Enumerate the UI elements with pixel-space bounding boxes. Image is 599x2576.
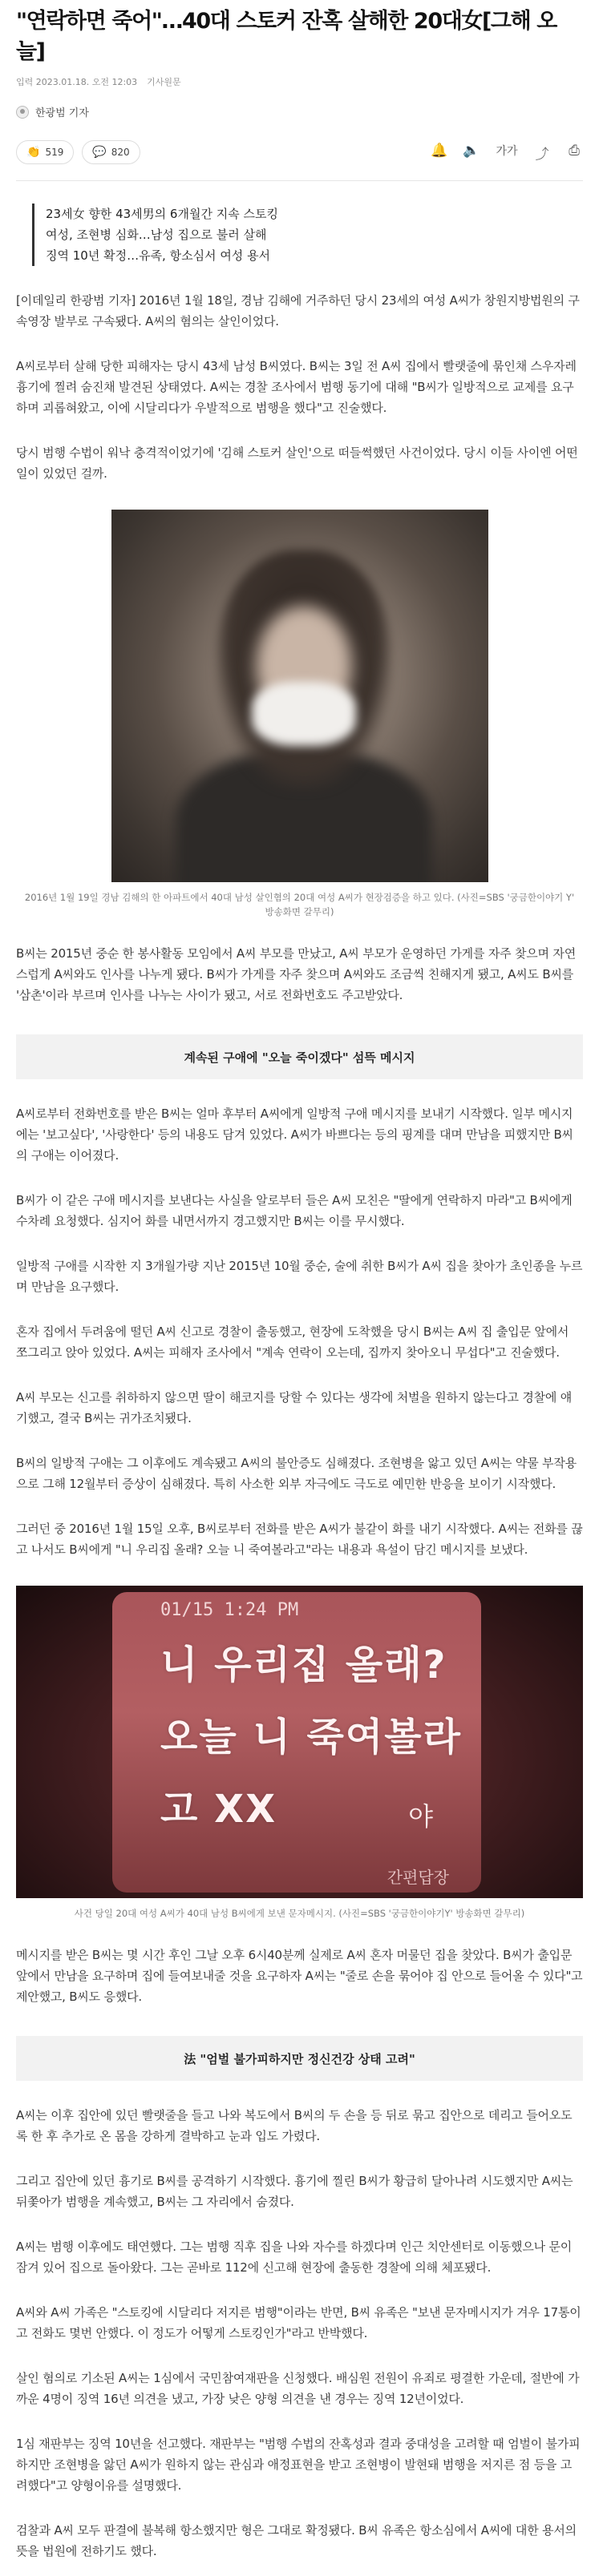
- summary-line: 23세女 향한 43세男의 6개월간 지속 스토킹: [46, 207, 278, 221]
- paragraph: B씨는 2015년 중순 한 봉사활동 모임에서 A씨 부모를 만났고, A씨 부모가 운영하던 가게를 자주 찾으며 자연스럽게 A씨와도 인사를 나누게 됐다. B씨가 가게를 자주 찾으며 A씨와도 조금씩 친해지게 됐고, A씨도 B씨를 '삼촌'이라 부르며 인사를 나누는 사이가 됐고, 서로 전화번호도 주고받았다.: [16, 946, 576, 1002]
- paragraph: A씨와 A씨 가족은 "스토킹에 시달리다 저지른 범행"이라는 반면, B씨 유족은 "보낸 문자메시지가 겨우 17통이고 전화도 몇번 안했다. 이 정도가 어떻게 스토킹인가"라고 반박했다.: [16, 2305, 581, 2340]
- article-tools: [431, 143, 583, 163]
- comment-count: 820: [111, 147, 130, 158]
- paragraph: A씨는 이후 집안에 있던 빨랫줄을 들고 나와 복도에서 B씨의 두 손을 등 뒤로 묶고 집안으로 데리고 들어오도록 한 후 추가로 온 몸을 강하게 결박하고 눈과 입도 가렸다.: [16, 2108, 573, 2143]
- paragraph: A씨로부터 전화번호를 받은 B씨는 얼마 후부터 A씨에게 일방적 구애 메시지를 보내기 시작했다. 일부 메시지에는 '보고싶다', '사랑한다' 등의 내용도 담겨 있었다. A씨가 바쁘다는 등의 핑계를 대며 만남을 피했지만 B씨의 구애는 이어졌다.: [16, 1107, 573, 1163]
- phone-screen: [112, 1592, 481, 1893]
- reporter-avatar-icon: [16, 106, 29, 119]
- message-line: 고 XX: [160, 1787, 277, 1832]
- publish-date: 입력 2023.01.18. 오전 12:03: [16, 77, 138, 87]
- paragraph: 그리고 집안에 있던 흉기로 B씨를 공격하기 시작했다. 흉기에 찔린 B씨가 황급히 달아나려 시도했지만 A씨는 뒤쫓아가 범행을 계속했고, B씨는 그 자리에서 숨졌다.: [16, 2174, 573, 2209]
- share-icon[interactable]: ⤴: [535, 146, 549, 163]
- message-line: 니 우리집 올래?: [160, 1643, 447, 1687]
- paragraph: 일방적 구애를 시작한 지 3개월가량 지난 2015년 10월 중순, 술에 취한 B씨가 A씨 집을 찾아가 초인종을 누르며 만남을 요구했다.: [16, 1259, 583, 1294]
- message-line: 오늘 니 죽여볼라: [160, 1715, 462, 1760]
- paragraph: 그러던 중 2016년 1월 15일 오후, B씨로부터 전화를 받은 A씨가 불같이 화를 내기 시작했다. A씨는 전화를 끊고 나서도 B씨에게 "니 우리집 올래? 오늘 니 죽여볼라고"라는 내용과 욕설이 담긴 메시지를 보냈다.: [16, 1522, 583, 1557]
- figure-caption: 2016년 1월 19일 경남 김해의 한 아파트에서 40대 남성 살인혐의 20대 여성 A씨가 현장검증을 하고 있다. (사진=SBS '궁금한이야기 Y' 방송화면 갈무리): [24, 892, 575, 917]
- speech-bubble-icon: 💬: [92, 146, 107, 159]
- suspect-photo-blurred: [111, 510, 488, 882]
- speaker-icon[interactable]: 🔈: [463, 142, 480, 159]
- figure-caption: 사건 당일 20대 여성 A씨가 40대 남성 B씨에게 보낸 문자메시지. (사진=SBS '궁금한이야기Y' 방송화면 갈무리): [74, 1908, 525, 1919]
- comment-button[interactable]: [82, 140, 140, 164]
- section-subheading: 계속된 구애에 "오늘 죽이겠다" 섬뜩 메시지: [16, 1034, 583, 1079]
- paragraph: 검찰과 A씨 모두 판결에 불복해 항소했지만 형은 그대로 확정됐다. B씨 유족은 항소심에서 A씨에 대한 용서의 뜻을 법원에 전하기도 했다.: [16, 2523, 577, 2558]
- print-icon[interactable]: ⎙: [569, 142, 580, 159]
- article-headline: "연락하면 죽어"…40대 스토커 잔혹 살해한 20대女[그해 오늘]: [16, 9, 557, 64]
- summary-line: 징역 10년 확정…유족, 항소심서 여성 용서: [46, 248, 271, 263]
- article-summary: [32, 204, 583, 266]
- dateline: [16, 75, 583, 88]
- paragraph: 메시지를 받은 B씨는 몇 시간 후인 그날 오후 6시40분께 실제로 A씨 혼자 머물던 집을 찾았다. B씨가 출입문 앞에서 만남을 요구하며 집에 들여보내줄 것을 요구하자 A씨는 "줄로 손을 묶어야 집 안으로 들어올 수 있다"고 제안했고, B씨도 응했다.: [16, 1948, 583, 2004]
- face-mask: [252, 682, 356, 746]
- paragraph: A씨는 범행 이후에도 태연했다. 그는 범행 직후 집을 나와 자수를 하겠다며 인근 치안센터로 이동했으나 문이 잠겨 있어 집으로 돌아왔다. 그는 곧바로 112에 신고해 현장에 출동한 경찰에 의해 체포됐다.: [16, 2239, 573, 2275]
- paragraph: 1심 재판부는 징역 10년을 선고했다. 재판부는 "범행 수법의 잔혹성과 결과 중대성을 고려할 때 엄벌이 불가피하지만 조현병을 앓던 A씨가 원하지 않는 관심과 애정표현을 받고 조현병이 발현돼 범행을 저지른 점 등을 고려했다"고 양형이유를 설명했다.: [16, 2437, 581, 2493]
- byline[interactable]: [16, 104, 583, 119]
- paragraph: B씨가 이 같은 구애 메시지를 보낸다는 사실을 알로부터 들은 A씨 모친은 "딸에게 연락하지 마라"고 B씨에게 수차례 요청했다. 심지어 화를 내면서까지 경고했지만 B씨는 이를 무시했다.: [16, 1193, 573, 1228]
- reaction-group: [16, 140, 140, 164]
- section-subheading: 法 "엄벌 불가피하지만 정신건강 상태 고려": [16, 2036, 583, 2081]
- hands-clap-icon: 👏: [26, 146, 41, 159]
- subscribe-bell-icon[interactable]: 🔔: [431, 142, 448, 159]
- paragraph: A씨 부모는 신고를 취하하지 않으면 딸이 해코지를 당할 수 있다는 생각에 처벌을 원하지 않는다고 경찰에 얘기했고, 결국 B씨는 귀가조치됐다.: [16, 1390, 573, 1425]
- article-actions-bar: [16, 140, 583, 181]
- paragraph: 당시 범행 수법이 워낙 충격적이었기에 '김해 스토커 살인'으로 떠들썩했던 사건이었다. 당시 이들 사이엔 어떤 일이 있었던 걸까.: [16, 445, 578, 481]
- paragraph: 혼자 집에서 두려움에 떨던 A씨 신고로 경찰이 출동했고, 현장에 도착했을 당시 B씨는 A씨 집 출입문 앞에서 쪼그리고 앉아 있었다. A씨는 피해자 조사에서 "계속 연락이 오는데, 집까지 찾아오니 무섭다"고 진술했다.: [16, 1324, 569, 1360]
- text-message-photo: [16, 1586, 583, 1898]
- paragraph: 살인 혐의로 기소된 A씨는 1심에서 국민참여재판을 신청했다. 배심원 전원이 유죄로 평결한 가운데, 절반에 가까운 4명이 징역 16년 의견을 냈고, 가장 낮은 양형 의견을 낸 경우는 징역 12년이었다.: [16, 2371, 580, 2406]
- message-timestamp: 01/15 1:24 PM: [160, 1600, 299, 1620]
- text-size-icon[interactable]: 가가: [496, 144, 518, 158]
- message-line: 야: [408, 1801, 433, 1832]
- reaction-button[interactable]: [16, 140, 74, 164]
- article-figure-message: [16, 1586, 583, 1921]
- paragraph: B씨의 일방적 구애는 그 이후에도 계속됐고 A씨의 불안증도 심해졌다. 조현병을 앓고 있던 A씨는 약물 부작용으로 그해 12월부터 증상이 심해졌다. 특히 사소한 외부 자극에도 극도로 예민한 반응을 보이기 시작했다.: [16, 1456, 577, 1491]
- paragraph: A씨로부터 살해 당한 피해자는 당시 43세 남성 B씨였다. B씨는 3일 전 A씨 집에서 빨랫줄에 묶인채 스우자레 흉기에 찔려 숨진채 발견된 상태였다. A씨는 경찰 조사에서 범행 동기에 대해 "B씨가 일방적으로 교제를 요구하며 괴롭혀왔고, 이에 시달리다가 우발적으로 범행을 했다"고 진술했다.: [16, 359, 577, 415]
- reporter-name[interactable]: 한광범 기자: [35, 107, 89, 119]
- original-article-link[interactable]: 기사원문: [147, 77, 181, 87]
- summary-line: 여성, 조현병 심화…남성 집으로 불러 살해: [46, 228, 267, 242]
- reaction-count: 519: [45, 147, 64, 158]
- article-figure-suspect: [16, 510, 583, 919]
- quick-reply-label: 간편답장: [387, 1868, 449, 1887]
- paragraph: [이데일리 한광범 기자] 2016년 1월 18일, 경남 김해에 거주하던 당시 23세의 여성 A씨가 창원지방법원의 구속영장 발부로 구속됐다. A씨의 혐의는 살인이었다.: [16, 293, 580, 329]
